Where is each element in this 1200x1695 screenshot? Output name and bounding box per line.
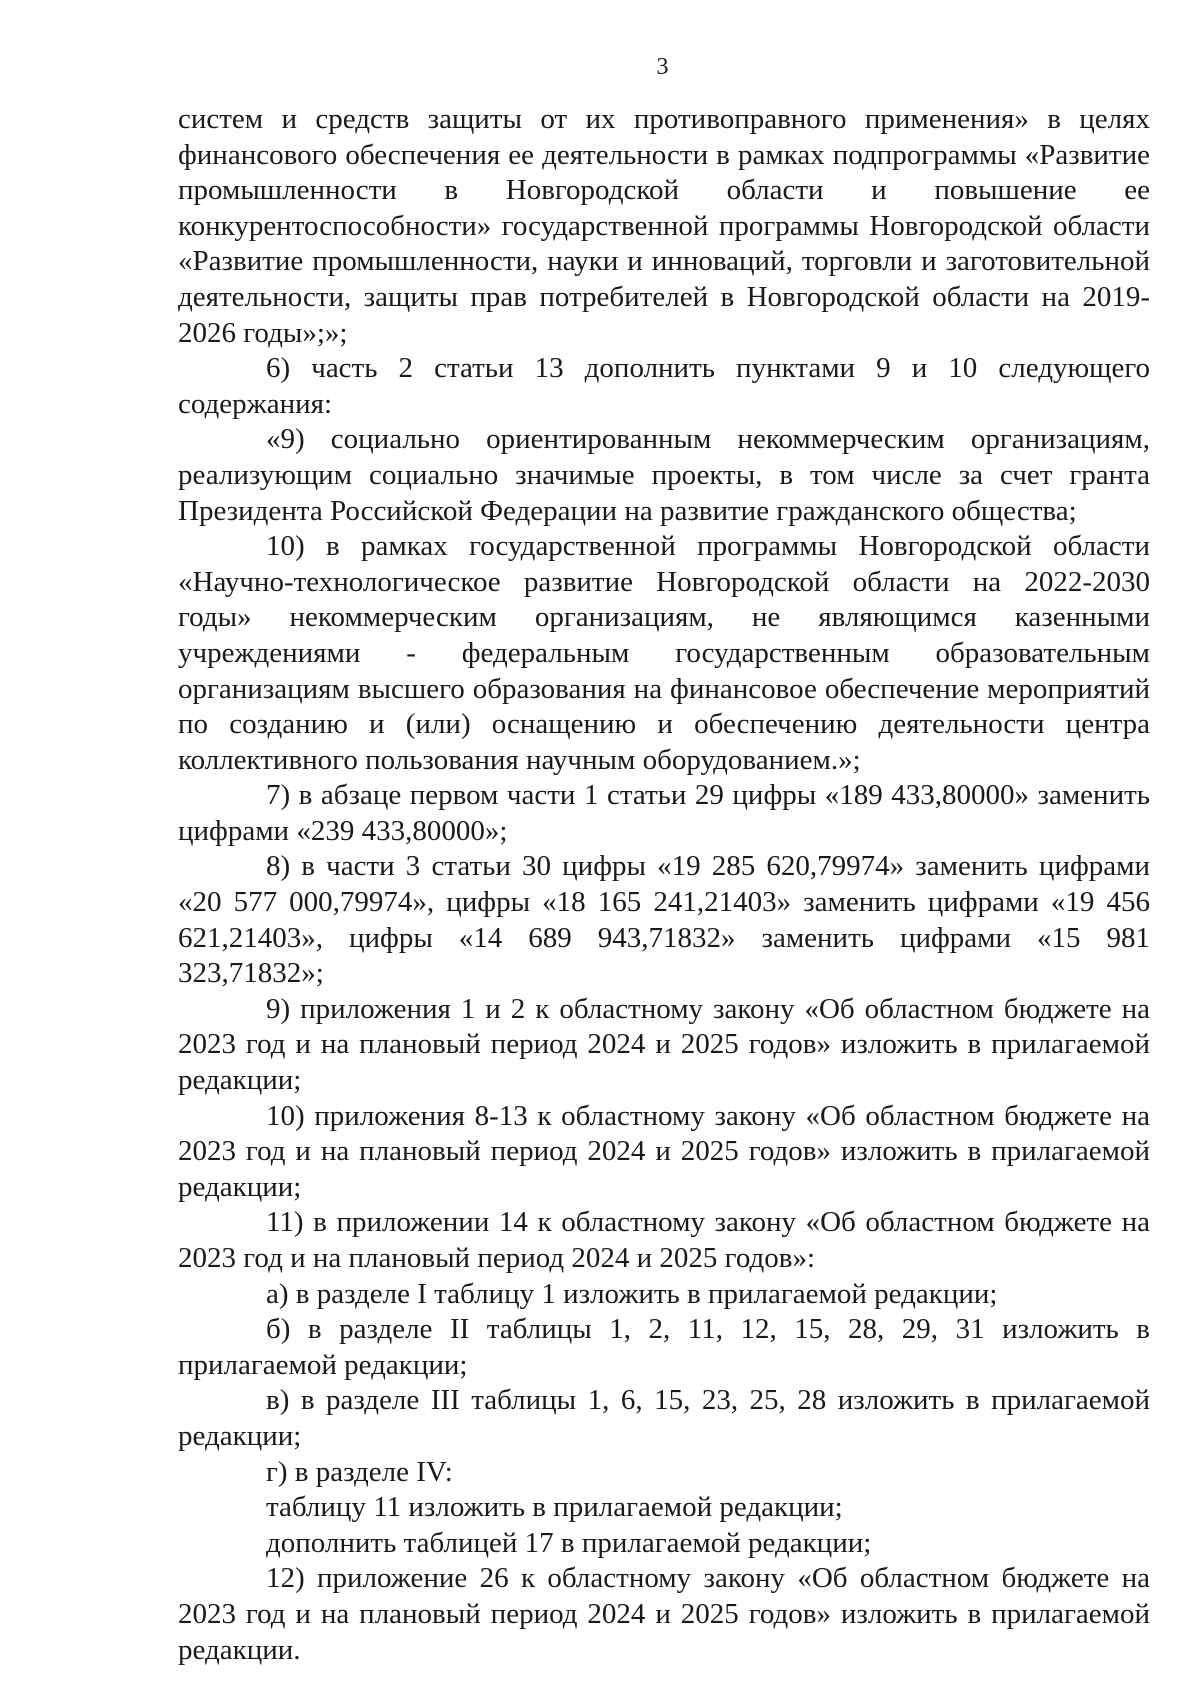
paragraph-item-10: 10) приложения 8-13 к областному закону «Об областном бюджете на 2023 год и на плановый период 2024 и 2025 годов» изложить в прилагаемой редакции; [178,1099,1150,1203]
page-number: 3 [656,54,669,80]
paragraph-point-9: «9) социально ориентированным некоммерческим организациям, реализующим социально значимые проекты, в том числе за счет гранта Президента Российской Федерации на развитие гражданского общества; [178,423,1150,527]
paragraph-item-11-b: б) в разделе II таблицы 1, 2, 11, 12, 15, 28, 29, 31 изложить в прилагаемой редакции; [178,1313,1150,1381]
paragraph-item-9: 9) приложения 1 и 2 к областному закону «Об областном бюджете на 2023 год и на плановый период 2024 и 2025 годов» изложить в прилагаемой редакции; [178,992,1150,1097]
paragraph-item-11: 11) в приложении 14 к областному закону «Об областном бюджете на 2023 год и на плановый период 2024 и 2025 годов»: [178,1206,1150,1274]
paragraph-item-7: 7) в абзаце первом части 1 статьи 29 цифры «189 433,80000» заменить цифрами «239 433,80000»; [178,779,1150,847]
paragraph-item-11-v: в) в разделе III таблицы 1, 6, 15, 23, 25, 28 изложить в прилагаемой редакции; [178,1384,1150,1452]
document-body [178,102,1150,1668]
paragraph-item-12: 12) приложение 26 к областному закону «Об областном бюджете на 2023 год и на плановый период 2024 и 2025 годов» изложить в прилагаемой редакции. [178,1562,1150,1666]
paragraph-table-11: таблицу 11 изложить в прилагаемой редакции; [266,1491,843,1524]
paragraph-item-11-a: а) в разделе I таблицу 1 изложить в прилагаемой редакции; [266,1277,998,1310]
paragraph-table-17: дополнить таблицей 17 в прилагаемой редакции; [266,1526,872,1559]
paragraph-continuation: систем и средств защиты от их противоправного применения» в целях финансового обеспечения ее деятельности в рамках подпрограммы «Развитие промышленности в Новгородской области и повышение ее конкурентоспособности» государственной программы Новгородской области «Развитие промышленности, науки и инноваций, торговли и заготовительной деятельности, защиты прав потребителей в Новгородской области на 2019-2026 годы»;»; [178,103,1150,349]
paragraph-point-10: 10) в рамках государственной программы Новгородской области «Научно-технологическое развитие Новгородской области на 2022-2030 годы» некоммерческим организациям, не являющимся казенными учреждениями - федеральным государственным образовательным организациям высшего образования на финансовое обеспечение мероприятий по созданию и (или) оснащению и обеспечению деятельности центра коллективного пользования научным оборудованием.»; [178,530,1150,776]
paragraph-item-8: 8) в части 3 статьи 30 цифры «19 285 620,79974» заменить цифрами «20 577 000,79974», цифры «18 165 241,21403» заменить цифрами «19 456 621,21403», цифры «14 689 943,71832» заменить цифрами «15 981 323,71832»; [178,850,1150,990]
paragraph-item-11-g: г) в разделе IV: [266,1455,453,1488]
paragraph-item-6: 6) часть 2 статьи 13 дополнить пунктами 9 и 10 следующего содержания: [178,352,1150,420]
